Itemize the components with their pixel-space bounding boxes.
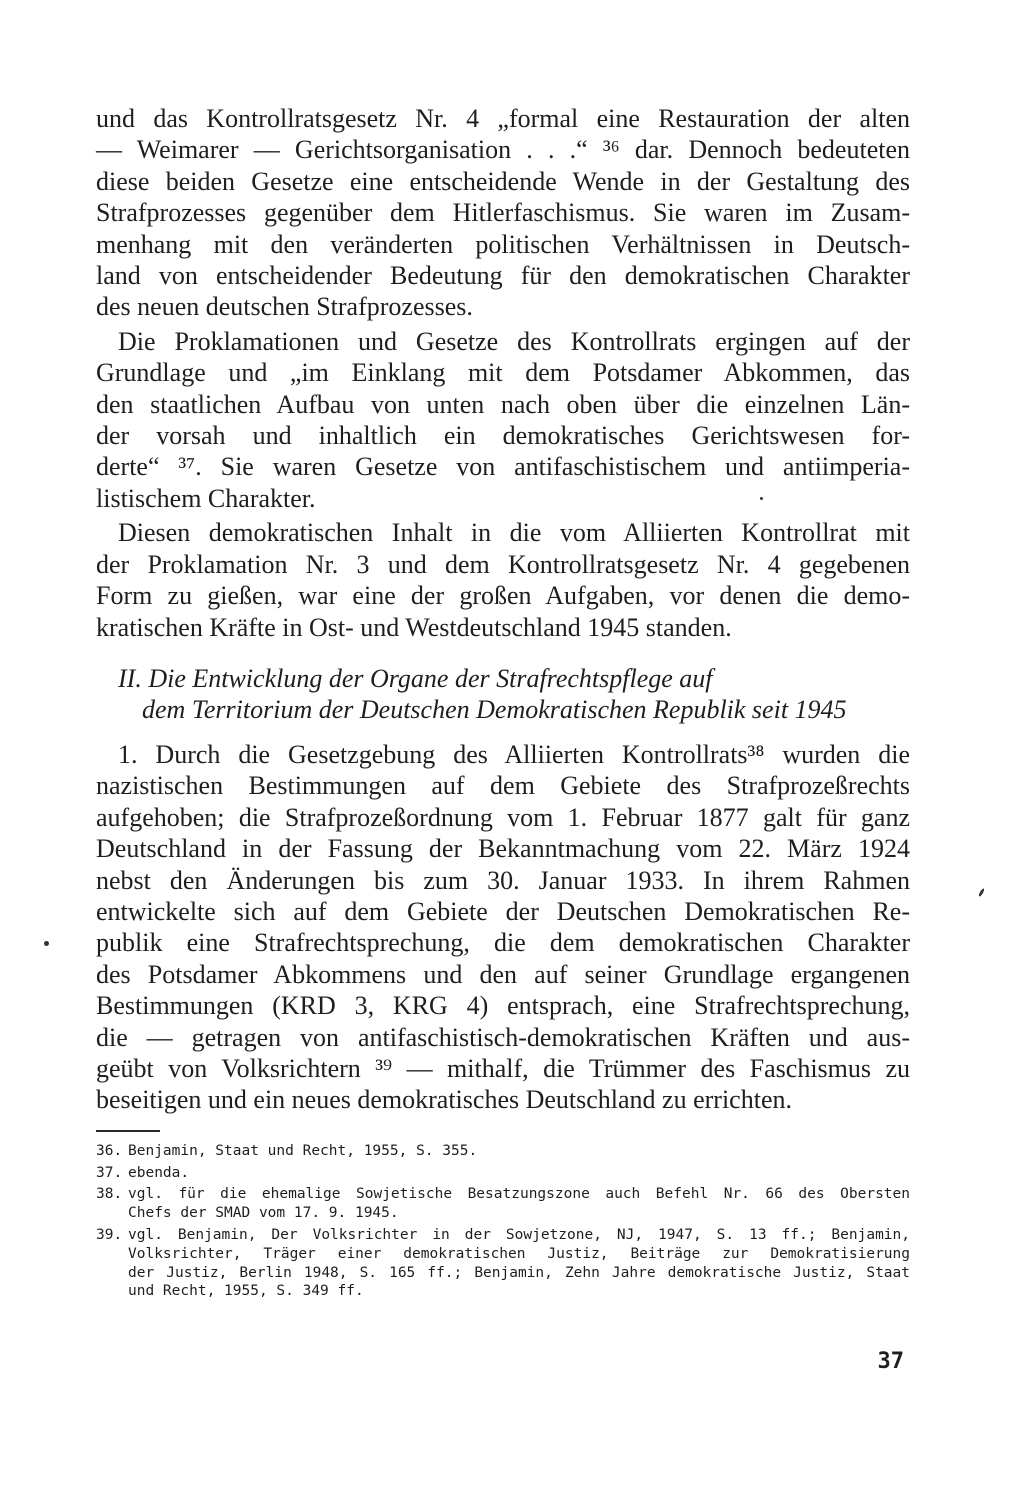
text-line: nebst den Änderungen bis zum 30. Januar 1933. In ihrem Rahmen (96, 865, 910, 895)
footnote-text (128, 1142, 910, 1161)
footnote-line: vgl. für die ehemalige Sowjetische Besatzungszone auch Befehl Nr. 66 des Obersten (128, 1186, 910, 1203)
text-line: listischem Charakter. (96, 483, 316, 513)
footnote-line: Benjamin, Staat und Recht, 1955, S. 355. (128, 1142, 478, 1159)
footnote-line: ebenda. (128, 1164, 190, 1181)
section-heading-line-2: dem Territorium der Deutschen Demokratischen Republik seit 1945 (142, 694, 847, 724)
footnote-line: und Recht, 1955, S. 349 ff. (128, 1283, 364, 1300)
text-line: kratischen Kräfte in Ost- und Westdeutschland 1945 standen. (96, 612, 732, 642)
page-number: 37 (877, 1349, 904, 1374)
footnote-line: der Justiz, Berlin 1948, S. 165 ff.; Benjamin, Zehn Jahre demokratische Justiz, Staat (128, 1264, 910, 1281)
text-line: aufgehoben; die Strafprozeßordnung vom 1. Februar 1877 galt für ganz (96, 802, 910, 832)
footnote-number: 37. (96, 1164, 123, 1181)
page-body (96, 103, 910, 1304)
text-line: Die Proklamationen und Gesetze des Kontrollrats ergingen auf der (118, 326, 910, 356)
text-line: geübt von Volksrichtern ³⁹ — mithalf, die Trümmer des Faschismus zu (96, 1053, 910, 1083)
footnote-number: 38. (96, 1186, 123, 1203)
footnote-divider (96, 1130, 160, 1132)
text-line: entwickelte sich auf dem Gebiete der Deutschen Demokratischen Re- (96, 896, 910, 926)
text-line: derte“ ³⁷. Sie waren Gesetze von antifaschistischem und antiimperia- (96, 452, 910, 482)
text-line: den staatlichen Aufbau von unten nach oben über die einzelnen Län- (96, 389, 910, 419)
text-line: Deutschland in der Fassung der Bekanntmachung vom 22. März 1924 (96, 834, 910, 864)
scan-speck (760, 497, 763, 500)
text-line: menhang mit den veränderten politischen Verhältnissen in Deutsch- (96, 229, 910, 259)
footnote-38 (96, 1185, 910, 1223)
footnote-36 (96, 1142, 910, 1161)
footnote-text (128, 1185, 910, 1223)
section-heading-line-1: II. Die Entwicklung der Organe der Strafrechtspflege auf (118, 663, 713, 693)
footnote-number: 39. (96, 1226, 123, 1243)
text-line: 1. Durch die Gesetzgebung des Alliierten Kontrollrats³⁸ wurden die (118, 739, 910, 769)
footnote-37 (96, 1164, 910, 1183)
footnote-line: vgl. Benjamin, Der Volksrichter in der Sowjetzone, NJ, 1947, S. 13 ff.; Benjamin, (128, 1226, 910, 1243)
paragraph-3 (96, 517, 910, 643)
scan-speck (978, 888, 985, 897)
text-line: und das Kontrollratsgesetz Nr. 4 „formal eine Restauration der alten (96, 104, 910, 133)
text-line: des Potsdamer Abkommens und den auf seiner Grundlage ergangenen (96, 959, 910, 989)
paragraph-2 (96, 326, 910, 514)
footnote-text (128, 1226, 910, 1301)
footnote-number: 36. (96, 1142, 123, 1159)
text-line: Form zu gießen, war eine der großen Aufgaben, vor denen die demo- (96, 581, 910, 611)
section-heading (96, 663, 910, 725)
paragraph-1 (96, 103, 910, 323)
footnote-line: Chefs der SMAD vom 17. 9. 1945. (128, 1205, 399, 1222)
text-line: nazistischen Bestimmungen auf dem Gebiete des Strafprozeßrechts (96, 771, 910, 801)
text-line: — Weimarer — Gerichtsorganisation . . .“ ³⁶ dar. Dennoch bedeuteten (96, 135, 910, 165)
text-line: Bestimmungen (KRD 3, KRG 4) entsprach, eine Strafrechtsprechung, (96, 991, 910, 1021)
footnotes (96, 1142, 910, 1301)
text-line: die — getragen von antifaschistisch-demokratischen Kräften und aus- (96, 1022, 910, 1052)
footnote-line: Volksrichter, Träger einer demokratischen Justiz, Beiträge zur Demokratisierung (128, 1245, 910, 1262)
text-line: des neuen deutschen Strafprozesses. (96, 292, 473, 322)
scan-speck (44, 941, 49, 946)
paragraph-4 (96, 739, 910, 1116)
text-line: der vorsah und inhaltlich ein demokratisches Gerichtswesen for- (96, 421, 910, 451)
text-line: Diesen demokratischen Inhalt in die vom Alliierten Kontrollrat mit (118, 518, 910, 548)
footnote-39 (96, 1226, 910, 1301)
text-line: Grundlage und „im Einklang mit dem Potsdamer Abkommen, das (96, 358, 910, 388)
footnote-text (128, 1164, 910, 1183)
text-line: diese beiden Gesetze eine entscheidende Wende in der Gestaltung des (96, 166, 910, 196)
text-line: publik eine Strafrechtsprechung, die dem demokratischen Charakter (96, 928, 910, 958)
text-line: land von entscheidender Bedeutung für den demokratischen Charakter (96, 261, 910, 291)
text-line: beseitigen und ein neues demokratisches Deutschland zu errichten. (96, 1085, 792, 1115)
text-line: Strafprozesses gegenüber dem Hitlerfaschismus. Sie waren im Zusam- (96, 198, 910, 228)
text-line: der Proklamation Nr. 3 und dem Kontrollratsgesetz Nr. 4 gegebenen (96, 549, 910, 579)
